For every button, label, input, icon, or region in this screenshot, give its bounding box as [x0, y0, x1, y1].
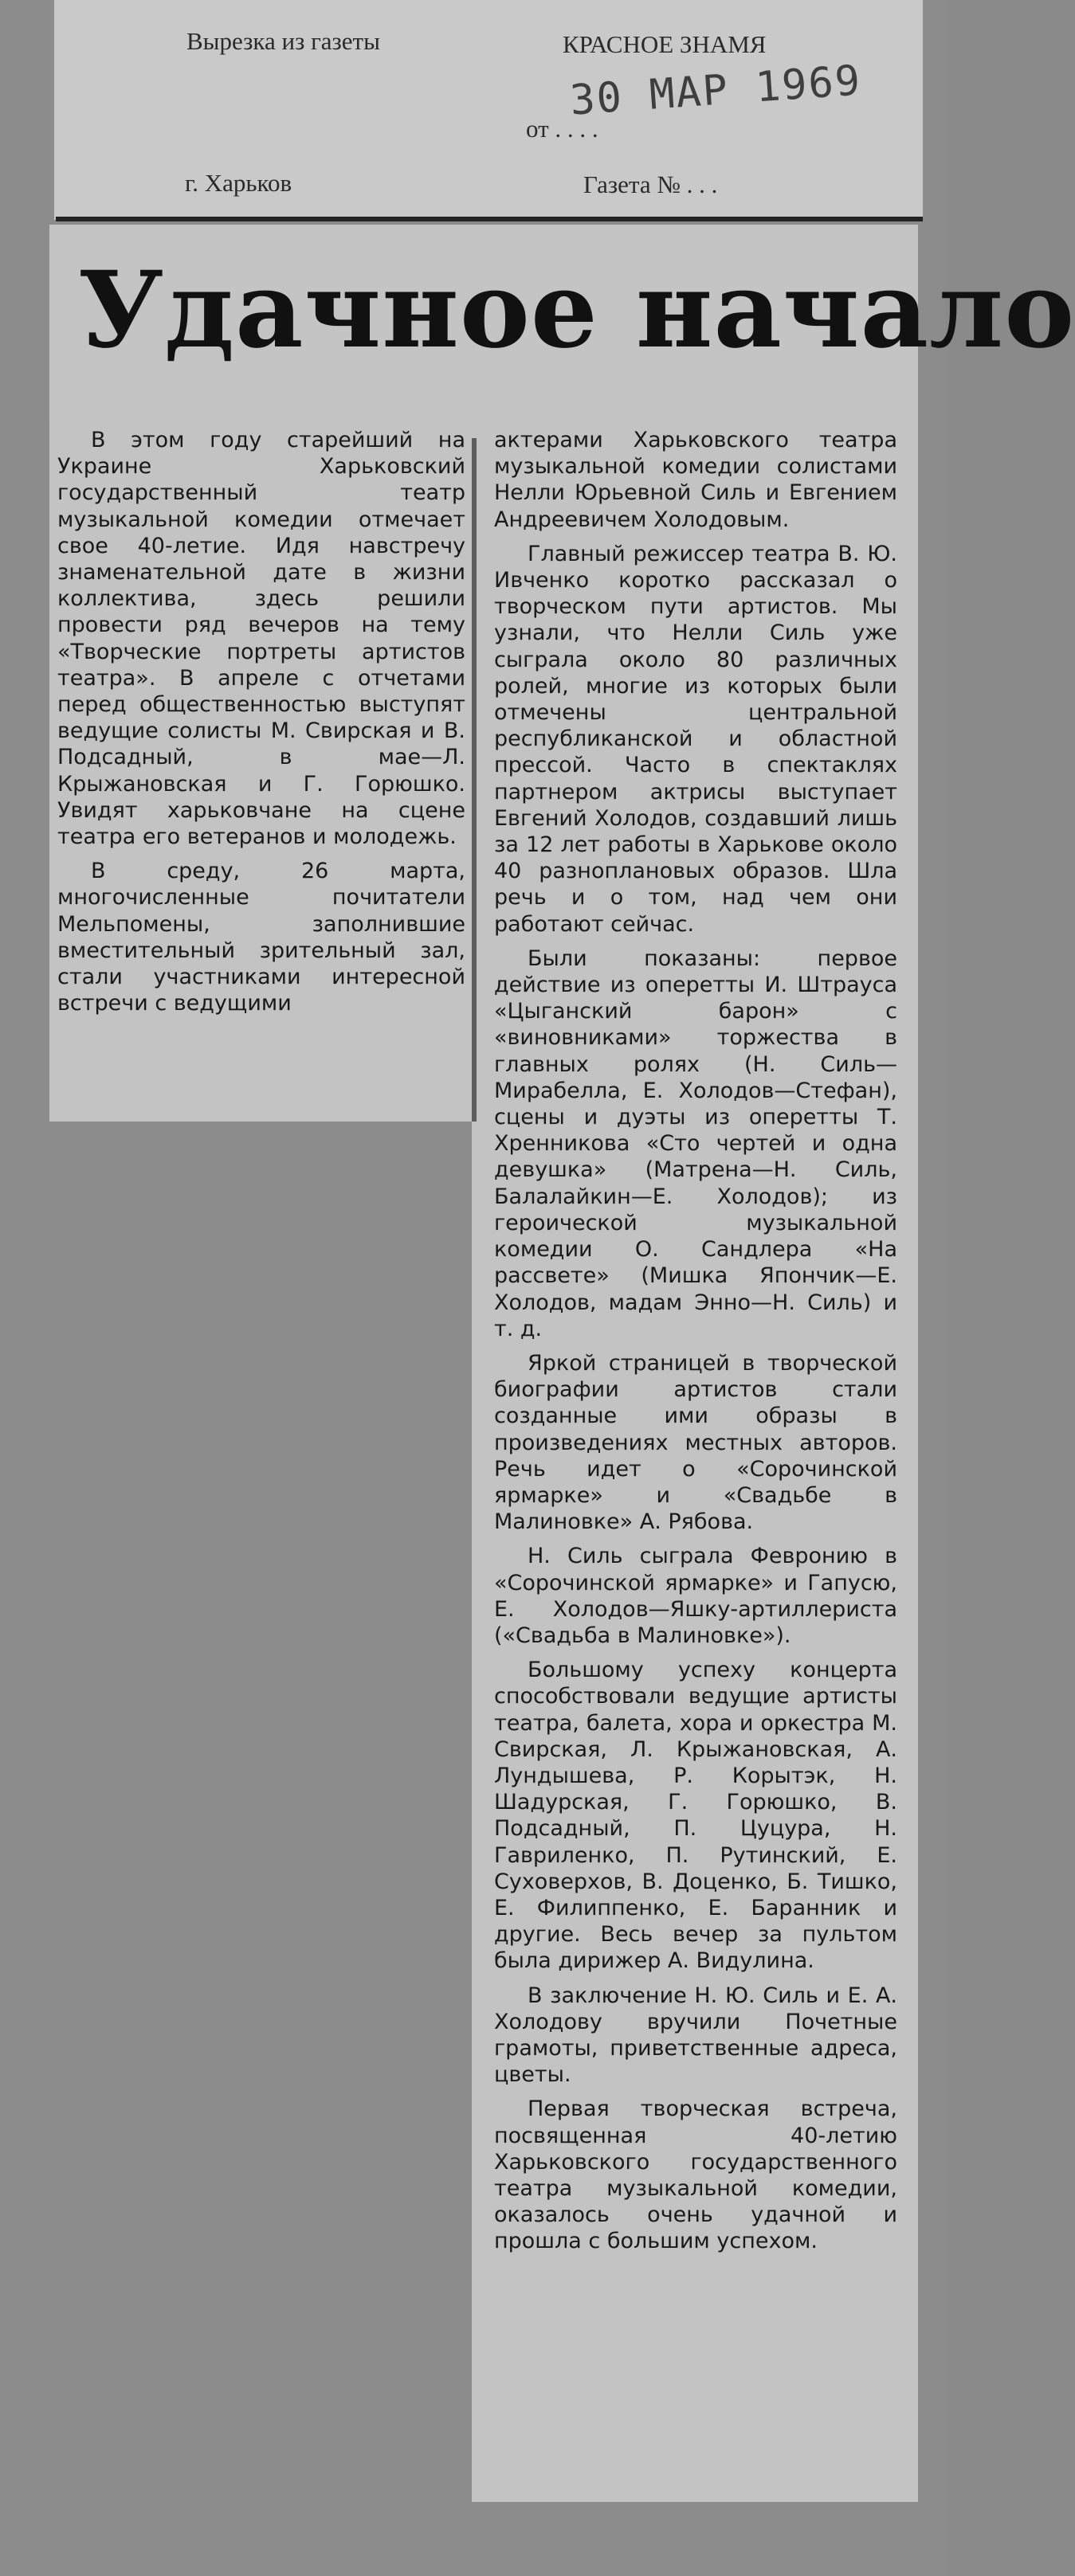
paragraph: Яркой страницей в творческой биографии артистов стали созданные ими образы в произведениях местных авторов. Речь идет о «Сорочинской ярмарке» и «Свадьбе в Малиновке» А. Рябова. [494, 1350, 897, 1535]
newspaper-name: КРАСНОЕ ЗНАМЯ [563, 30, 767, 58]
paragraph: Первая творческая встреча, посвященная 40-летию Харьковского государственного театра музыкальной комедии, оказалось очень удачной и прошла с большим успехом. [494, 2096, 897, 2254]
column-seam [472, 438, 477, 1122]
date-label: от . . . . [526, 115, 598, 143]
paragraph: Были показаны: первое действие из оперетты И. Штрауса «Цыганский барон» с «виновниками» торжества в главных ролях (Н. Силь—Мирабелла, Е. Холодов—Стефан), сцены и дуэты из оперетты Т. Хренникова «Сто чертей и одна девушка» (Матрена—Н. Силь, Балалайкин—Е. Холодов); из героической музыкальной комедии О. Сандлера «На рассвете» (Мишка Япончик—Е. Холодов, мадам Энно—Н. Силь) и т. д. [494, 945, 897, 1341]
paragraph: В заключение Н. Ю. Силь и Е. А. Холодову вручили Почетные грамоты, приветственные адреса, цветы. [494, 1983, 897, 2088]
paragraph: Главный режиссер театра В. Ю. Ивченко коротко рассказал о творческом пути артистов. Мы узнали, что Нелли Силь уже сыграла около 80 различных ролей, многие из которых были отмечены центральной республиканской и областной прессой. Часто в спектаклях партнером актрисы выступает Евгений Холодов, создавший лишь за 12 лет работы в Харькове около 40 разноплановых образов. Шла речь и о том, над чем они работают сейчас. [494, 541, 897, 937]
clipping-label: Вырезка из газеты [186, 27, 380, 55]
paragraph: В среду, 26 марта, многочисленные почитатели Мельпомены, заполнившие вместительный зрительный зал, стали участниками интересной встречи с ведущими [57, 859, 465, 1016]
city-label: г. Харьков [185, 169, 292, 197]
paragraph: Большому успеху концерта способствовали ведущие артисты театра, балета, хора и оркестра М. Свирская, Л. Крыжановская, А. Лундышева, Р. Корытэк, Н. Шадурская, Г. Горюшко, В. Подсадный, П. Цуцура, Н. Гавриленко, П. Рутинский, Е. Суховерхов, В. Доценко, Б. Тишко, Е. Филиппенко, Е. Баранник и другие. Весь вечер за пультом была дирижер А. Видулина. [494, 1658, 897, 1974]
right-column-text [494, 427, 897, 2263]
paragraph-continuation: актерами Харьковского театра музыкальной комедии солистами Нелли Юрьевной Силь и Евгением Андреевичем Холодовым. [494, 428, 897, 532]
header-divider [56, 217, 923, 221]
issue-label: Газета № . . . [583, 170, 718, 198]
left-column-text [57, 427, 465, 1024]
paragraph: Н. Силь сыграла Февронию в «Сорочинской ярмарке» и Гапусю, Е. Холодов—Яшку-артиллериста («Свадьба в Малиновке»). [494, 1544, 897, 1648]
article-headline: Удачное начало [78, 249, 1075, 372]
date-stamp: 30 МАР 1969 [568, 57, 864, 125]
paragraph: В этом году старейший на Украине Харьковский государственный театр музыкальной комедии отмечает свое 40-летие. Идя навстречу знаменательной дате в жизни коллектива, здесь решили провести ряд вечеров на тему «Творческие портреты артистов театра». В апреле с отчетами перед общественностью выступят ведущие солисты М. Свирская и В. Подсадный, в мае—Л. Крыжановская и Г. Горюшко. Увидят харьковчане на сцене театра его ветеранов и молодежь. [57, 428, 465, 850]
